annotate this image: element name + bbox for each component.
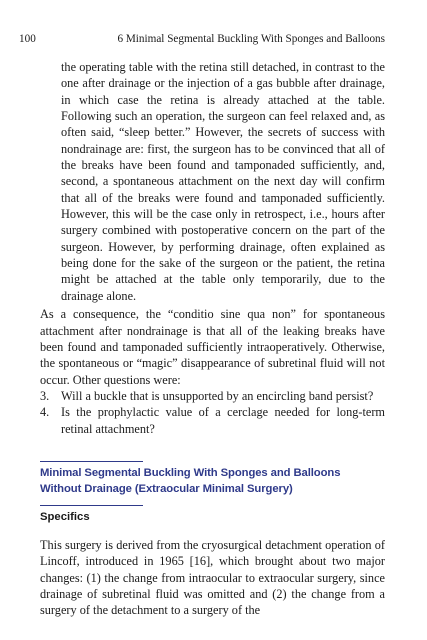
question-list — [40, 388, 385, 437]
list-item-text: Is the prophylactic value of a cerclage needed for long-term retinal attachment? — [61, 405, 385, 436]
page-body — [40, 59, 385, 619]
consequence-paragraph: As a consequence, the “conditio sine qua non” for spontaneous attachment after nondrainage is that all of the leaking breaks have been found and tamponaded sufficiently intraoperatively. Otherwise, the spontaneous or “magic” disappearance of subretinal fluid will not occur. Other questions were: — [40, 307, 385, 387]
list-item-text: Will a buckle that is unsupported by an encircling band persist? — [61, 388, 374, 403]
section-heading — [40, 465, 385, 497]
running-header — [19, 32, 385, 46]
quoted-paragraph: the operating table with the retina still detached, in contrast to the one after drainage or the injection of a gas bubble after drainage, in which case the retina is already attached at the table. Following such an operation, the surgeon can feel relaxed and, as often said, “sleep better.” However, the secrets of success with nondrainage are: first, the surgeon has to be convinced that all of the breaks have been found and tamponaded sufficiently, and, second, a spontaneous attachment on the next day will confirm that all of the breaks were found and tamponaded sufficiently. However, this will be the case only in retrospect, i.e., hours after surgery combined with postoperative concern on the part of the surgeon. However, by performing drainage, often explained as being done for the sake of the surgeon or the patient, the retina might be attached at the table only temporarily, due to the drainage alone. — [61, 60, 385, 303]
list-item-number: 3. — [40, 388, 50, 403]
list-item-number: 4. — [40, 405, 50, 420]
subsection-rule — [40, 505, 143, 506]
subsection-heading: Specifics — [40, 510, 90, 523]
list-item — [40, 404, 385, 437]
section-heading-line-2: Without Drainage (Extraocular Minimal Surgery) — [40, 482, 293, 495]
section-heading-line-1: Minimal Segmental Buckling With Sponges and Balloons — [40, 466, 341, 479]
page-number: 100 — [19, 33, 36, 45]
section-rule — [40, 461, 143, 462]
intro-paragraph: This surgery is derived from the cryosurgical detachment operation of Lincoff, introduced in 1965 [16], which brought about two major changes: (1) the change from intraocular to extraocular surgery, since drainage of subretinal fluid was omitted and (2) the change from a surgery of the detachment to a surgery of the — [40, 537, 385, 618]
running-title: 6 Minimal Segmental Buckling With Sponges and Balloons — [117, 33, 385, 45]
list-item — [40, 388, 385, 404]
